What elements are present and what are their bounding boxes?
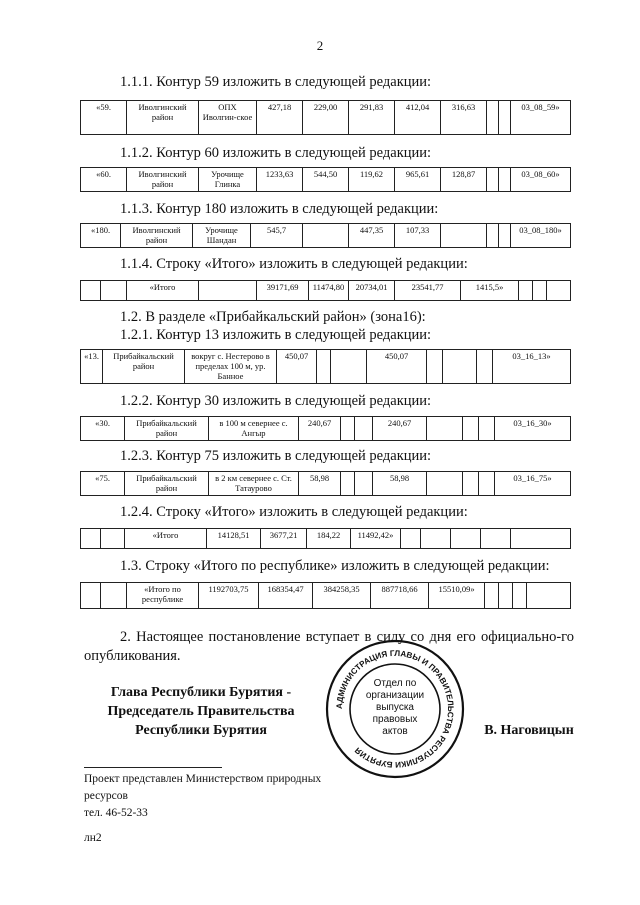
table-cell: 03_16_75»: [495, 472, 571, 496]
footer-divider: [84, 767, 222, 768]
table-cell: [479, 472, 495, 496]
table-cell: 119,62: [349, 168, 395, 192]
table-contour-75: [80, 471, 571, 496]
table-cell: [341, 472, 355, 496]
table-cell: [199, 281, 257, 301]
table-cell: «60.: [81, 168, 127, 192]
stamp-line: правовых: [372, 714, 418, 725]
table-cell: 544,50: [303, 168, 349, 192]
heading-contour-60: 1.1.2. Контур 60 изложить в следующей редакции:: [120, 145, 432, 161]
table-cell: [441, 224, 487, 248]
table-cell: «30.: [81, 417, 125, 441]
table-cell: [341, 417, 355, 441]
table-cell: 240,67: [299, 417, 341, 441]
effective-date-paragraph: 2. Настоящее постановление вступает в силу со дня его официально-го опубликования.: [84, 629, 574, 664]
table-cell: 1192703,75: [199, 583, 259, 609]
table-cell: 229,00: [303, 101, 349, 135]
table-cell: [463, 417, 479, 441]
table-cell: в 100 м севернее с. Ангыр: [209, 417, 299, 441]
table-cell: 03_08_60»: [511, 168, 571, 192]
table-cell: [547, 281, 571, 301]
table-cell: [479, 417, 495, 441]
table-cell: 15510,09»: [429, 583, 485, 609]
table-cell: 23541,77: [395, 281, 461, 301]
table-cell: вокруг с. Нестерово в пределах 100 м, ур. Банное: [185, 350, 277, 384]
footer-code: лн2: [84, 832, 102, 844]
table-cell: [317, 350, 331, 384]
page-number: 2: [316, 38, 324, 53]
table-cell: [427, 417, 463, 441]
table-contour-30: [80, 416, 571, 441]
table-cell: [81, 281, 101, 301]
table-cell: 14128,51: [207, 529, 261, 549]
table-cell: 450,07: [367, 350, 427, 384]
table-cell: [487, 101, 499, 135]
table-cell: 1233,63: [257, 168, 303, 192]
signatory-title-line: Глава Республики Бурятия -: [110, 685, 292, 700]
stamp-line: выпуска: [376, 702, 414, 713]
table-cell: [355, 472, 373, 496]
stamp-line: актов: [382, 726, 408, 737]
heading-contour-180: 1.1.3. Контур 180 изложить в следующей редакции:: [120, 201, 439, 217]
table-cell: [519, 281, 533, 301]
table-cell: в 2 км севернее с. Ст. Татаурово: [209, 472, 299, 496]
table-cell: [101, 583, 127, 609]
heading-contour-13: 1.2.1. Контур 13 изложить в следующей редакции:: [120, 327, 432, 343]
table-cell: «13.: [81, 350, 103, 384]
table-contour-59: [80, 100, 571, 135]
signatory-title: [96, 683, 306, 740]
table-contour-60: [80, 167, 571, 192]
table-cell: 384258,35: [313, 583, 371, 609]
table-cell: [81, 583, 101, 609]
table-cell: 03_08_59»: [511, 101, 571, 135]
table-cell: 965,61: [395, 168, 441, 192]
signatory-title-line: Республики Бурятия: [135, 723, 267, 738]
table-cell: 03_08_180»: [511, 224, 571, 248]
table-cell: [451, 529, 481, 549]
table-cell: [487, 224, 499, 248]
table-cell: Прибайкальский район: [125, 417, 209, 441]
table-contour-180: [80, 223, 571, 248]
footer-phone: тел. 46-52-33: [84, 807, 148, 819]
table-cell: [101, 529, 125, 549]
table-cell: «75.: [81, 472, 125, 496]
heading-section-pribaikalsky: 1.2. В разделе «Прибайкальский район» (зона16):: [120, 309, 426, 325]
table-cell: Урочище Шандан: [193, 224, 251, 248]
table-cell: [427, 350, 443, 384]
table-cell: [499, 168, 511, 192]
table-cell: Прибайкальский район: [125, 472, 209, 496]
table-cell: [401, 529, 421, 549]
table-cell: 107,33: [395, 224, 441, 248]
table-cell: Урочище Глинка: [199, 168, 257, 192]
table-cell: [421, 529, 451, 549]
table-cell: [355, 417, 373, 441]
table-cell: «Итого по республике: [127, 583, 199, 609]
stamp-line: Отдел по: [373, 678, 417, 689]
table-cell: [511, 529, 571, 549]
table-contour-13: [80, 349, 571, 384]
table-cell: 3677,21: [261, 529, 307, 549]
table-cell: [485, 583, 499, 609]
table-cell: 545,7: [251, 224, 303, 248]
heading-itogo-republic: 1.3. Строку «Итого по республике» изложить в следующей редакции:: [120, 558, 550, 574]
table-cell: Иволгинский район: [121, 224, 193, 248]
table-cell: «59.: [81, 101, 127, 135]
table-cell: 39171,69: [257, 281, 309, 301]
table-cell: 316,63: [441, 101, 487, 135]
table-cell: 1415,5»: [461, 281, 519, 301]
table-itogo-republic: [80, 582, 571, 609]
stamp-center-text: [366, 678, 424, 737]
table-cell: 20734,01: [349, 281, 395, 301]
heading-itogo-2: 1.2.4. Строку «Итого» изложить в следующей редакции:: [120, 504, 468, 520]
stamp-ring-text: АДМИНИСТРАЦИЯ ГЛАВЫ И ПРАВИТЕЛЬСТВА РЕСПУБЛИКИ БУРЯТИЯ: [334, 648, 456, 770]
table-cell: «Итого: [127, 281, 199, 301]
table-cell: «Итого: [125, 529, 207, 549]
table-cell: 447,35: [349, 224, 395, 248]
footer-submitted-by: Проект представлен Министерством природных: [84, 773, 322, 785]
table-cell: 128,87: [441, 168, 487, 192]
table-cell: ОПХ Иволгин-ское: [199, 101, 257, 135]
table-cell: 58,98: [373, 472, 427, 496]
table-cell: 887718,66: [371, 583, 429, 609]
table-cell: 11474,80: [309, 281, 349, 301]
table-cell: 412,04: [395, 101, 441, 135]
table-cell: 168354,47: [259, 583, 313, 609]
table-cell: Прибайкальский район: [103, 350, 185, 384]
table-cell: 184,22: [307, 529, 351, 549]
signatory-title-line: Председатель Правительства: [107, 704, 295, 719]
table-cell: [499, 224, 511, 248]
table-cell: [499, 101, 511, 135]
official-stamp: [324, 638, 466, 780]
table-cell: 03_16_13»: [493, 350, 571, 384]
signatory-name: В. Наговицын: [484, 723, 574, 738]
table-cell: 03_16_30»: [495, 417, 571, 441]
table-cell: [481, 529, 511, 549]
table-cell: 240,67: [373, 417, 427, 441]
table-cell: 291,83: [349, 101, 395, 135]
table-cell: [443, 350, 477, 384]
table-cell: 450,07: [277, 350, 317, 384]
table-cell: 58,98: [299, 472, 341, 496]
table-itogo-1: [80, 280, 571, 301]
heading-contour-59: 1.1.1. Контур 59 изложить в следующей редакции:: [120, 74, 432, 90]
heading-itogo-1: 1.1.4. Строку «Итого» изложить в следующей редакции:: [120, 256, 468, 272]
stamp-line: организации: [365, 690, 425, 701]
footer-submitted-by-cont: ресурсов: [84, 790, 128, 802]
table-itogo-2: [80, 528, 571, 549]
table-cell: [499, 583, 513, 609]
table-cell: 427,18: [257, 101, 303, 135]
table-cell: [101, 281, 127, 301]
table-cell: 11492,42»: [351, 529, 401, 549]
table-cell: [477, 350, 493, 384]
table-cell: [527, 583, 571, 609]
table-cell: [487, 168, 499, 192]
table-cell: [513, 583, 527, 609]
table-cell: Иволгинский район: [127, 168, 199, 192]
table-cell: [81, 529, 101, 549]
table-cell: [427, 472, 463, 496]
table-cell: [533, 281, 547, 301]
heading-contour-30: 1.2.2. Контур 30 изложить в следующей редакции:: [120, 393, 432, 409]
table-cell: [303, 224, 349, 248]
heading-contour-75: 1.2.3. Контур 75 изложить в следующей редакции:: [120, 448, 432, 464]
table-cell: [463, 472, 479, 496]
table-cell: Иволгинский район: [127, 101, 199, 135]
table-cell: [331, 350, 367, 384]
table-cell: «180.: [81, 224, 121, 248]
